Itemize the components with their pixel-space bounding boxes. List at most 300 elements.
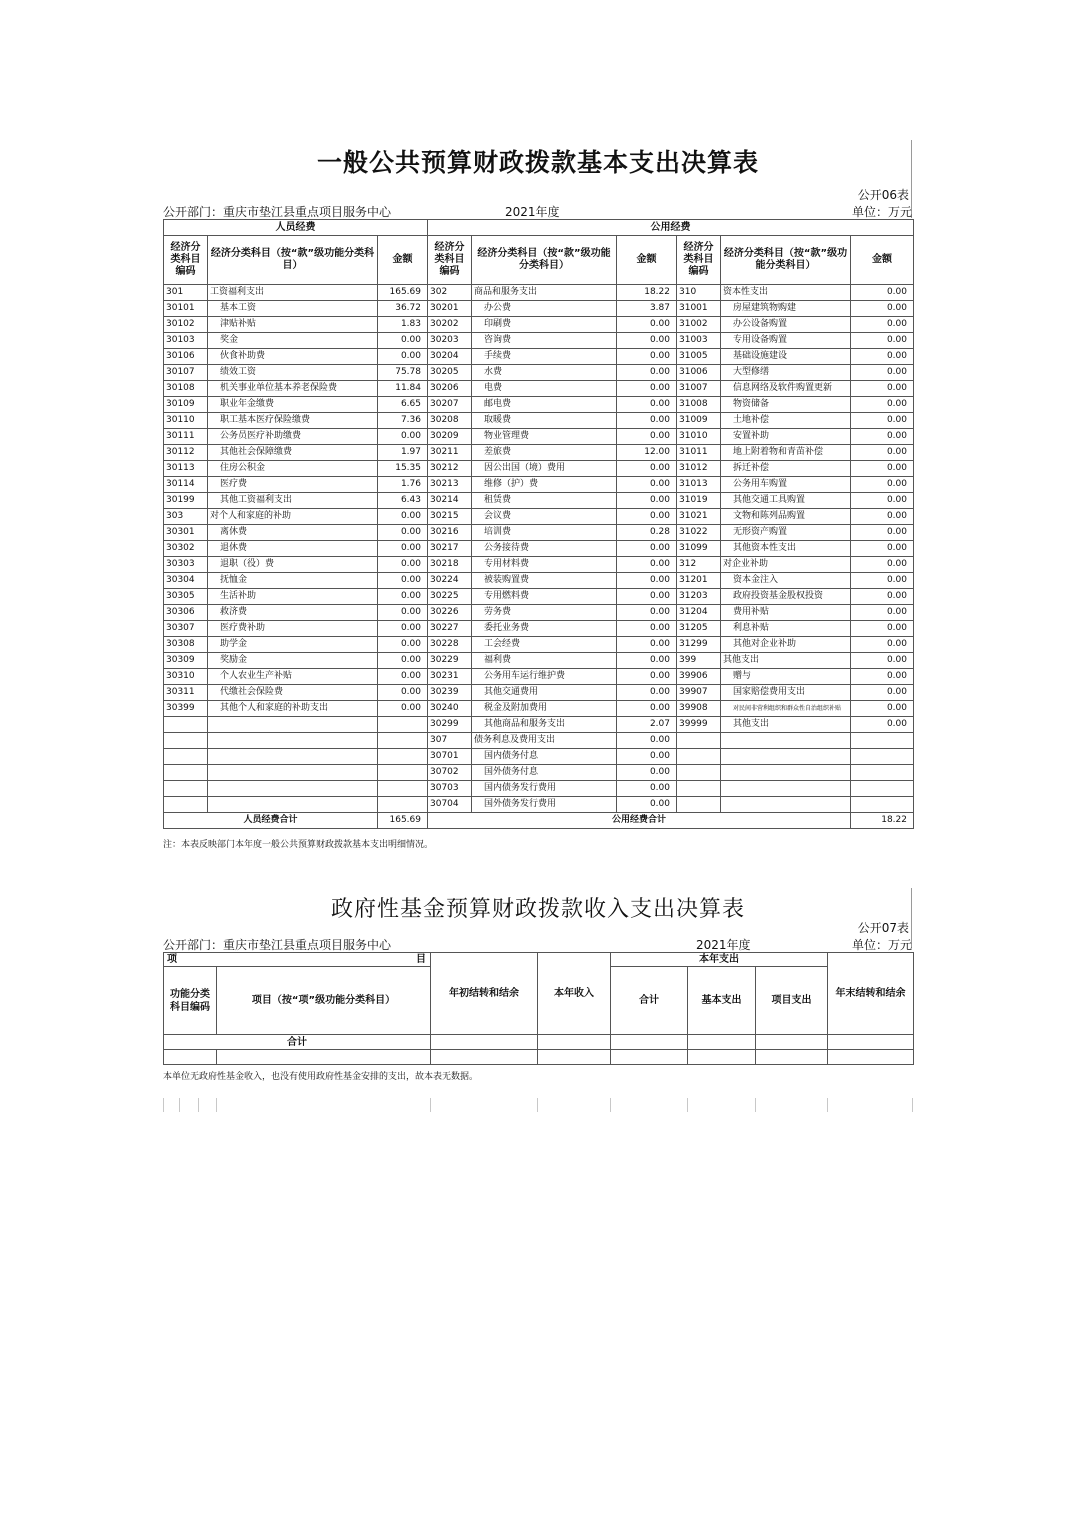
cell-amount: 0.00 — [851, 717, 914, 733]
cell-code: 30702 — [428, 765, 472, 781]
col-header-item: 经济分类科目（按“款”级功能分类科目） — [208, 236, 378, 285]
cell-code: 30309 — [164, 653, 208, 669]
total-personnel-label: 人员经费合计 — [164, 813, 378, 829]
cell-item: 政府投资基金股权投资 — [721, 589, 851, 605]
cell-code: 30311 — [164, 685, 208, 701]
table-row — [164, 749, 914, 765]
grid-tick — [827, 1098, 828, 1112]
cell-item: 电费 — [472, 381, 617, 397]
grid-tick — [610, 1098, 611, 1112]
cell-amount: 0.00 — [851, 669, 914, 685]
col-end-balance: 年末结转和结余 — [828, 953, 914, 1035]
cell-amount: 0.00 — [378, 605, 428, 621]
col-income: 本年收入 — [538, 953, 611, 1035]
cell-code: 30114 — [164, 477, 208, 493]
empty-cell — [538, 1050, 611, 1065]
cell-amount: 0.00 — [851, 317, 914, 333]
table-row — [164, 333, 914, 349]
cell-item: 国外债务付息 — [472, 765, 617, 781]
cell-code: 30217 — [428, 541, 472, 557]
totals-row — [164, 813, 914, 829]
cell-code: 31012 — [677, 461, 721, 477]
table-row — [164, 349, 914, 365]
cell-code: 303 — [164, 509, 208, 525]
cell-code: 30208 — [428, 413, 472, 429]
cell-code: 30211 — [428, 445, 472, 461]
table-row — [164, 605, 914, 621]
cell-item: 咨询费 — [472, 333, 617, 349]
table-row — [164, 285, 914, 301]
cell-amount: 18.22 — [617, 285, 677, 301]
table-row — [164, 525, 914, 541]
cell-item: 生活补助 — [208, 589, 378, 605]
total-personnel-value: 165.69 — [378, 813, 428, 829]
cell-item: 取暖费 — [472, 413, 617, 429]
cell-code: 30701 — [428, 749, 472, 765]
table2-code: 公开07表 — [857, 921, 909, 935]
empty-cell — [851, 781, 914, 797]
cell-item: 对企业补助 — [721, 557, 851, 573]
cell-item: 土地补偿 — [721, 413, 851, 429]
cell-code: 39907 — [677, 685, 721, 701]
cell-amount: 0.00 — [851, 685, 914, 701]
cell-code: 31021 — [677, 509, 721, 525]
cell-code: 30113 — [164, 461, 208, 477]
cell-item: 费用补贴 — [721, 605, 851, 621]
cell-item: 专用设备购置 — [721, 333, 851, 349]
table-row — [164, 573, 914, 589]
cell-code: 30231 — [428, 669, 472, 685]
cell-amount: 0.00 — [617, 477, 677, 493]
cell-code: 31299 — [677, 637, 721, 653]
table2-title: 政府性基金预算财政拨款收入支出决算表 — [330, 897, 745, 922]
cell-item: 因公出国（境）费用 — [472, 461, 617, 477]
cell-amount: 0.00 — [851, 525, 914, 541]
cell-code: 30306 — [164, 605, 208, 621]
cell-code: 301 — [164, 285, 208, 301]
cell-amount: 0.00 — [617, 605, 677, 621]
cell-item: 大型修缮 — [721, 365, 851, 381]
cell-amount: 0.00 — [617, 413, 677, 429]
cell-amount: 75.78 — [378, 365, 428, 381]
cell-code: 30199 — [164, 493, 208, 509]
cell-amount: 165.69 — [378, 285, 428, 301]
cell-item: 工会经费 — [472, 637, 617, 653]
cell-item: 公务用车购置 — [721, 477, 851, 493]
empty-cell — [164, 797, 208, 813]
col-item: 项目（按“项”级功能分类科目） — [217, 967, 431, 1035]
cell-amount: 1.76 — [378, 477, 428, 493]
cell-item: 伙食补助费 — [208, 349, 378, 365]
cell-amount: 0.00 — [378, 333, 428, 349]
cell-item: 利息补贴 — [721, 621, 851, 637]
cell-code: 31001 — [677, 301, 721, 317]
cell-code: 30209 — [428, 429, 472, 445]
empty-cell — [677, 797, 721, 813]
cell-amount: 0.00 — [617, 365, 677, 381]
cell-item: 专用燃料费 — [472, 589, 617, 605]
cell-item: 资本性支出 — [721, 285, 851, 301]
cell-amount: 0.00 — [851, 429, 914, 445]
cell-code: 30226 — [428, 605, 472, 621]
empty-cell — [538, 1035, 611, 1050]
table-row — [164, 669, 914, 685]
cell-item: 印刷费 — [472, 317, 617, 333]
cell-item: 其他交通费用 — [472, 685, 617, 701]
grid-tick — [179, 1098, 180, 1112]
empty-cell — [851, 733, 914, 749]
table-row — [164, 733, 914, 749]
cell-code: 30212 — [428, 461, 472, 477]
cell-amount: 2.07 — [617, 717, 677, 733]
empty-cell — [828, 1035, 914, 1050]
grid-tick — [430, 1098, 431, 1112]
cell-item: 被装购置费 — [472, 573, 617, 589]
empty-cell — [431, 1035, 538, 1050]
cell-code: 31204 — [677, 605, 721, 621]
total-label: 合计 — [164, 1035, 431, 1050]
table-row — [164, 557, 914, 573]
cell-item: 职工基本医疗保险缴费 — [208, 413, 378, 429]
cell-code: 307 — [428, 733, 472, 749]
empty-cell — [431, 1050, 538, 1065]
cell-amount: 0.00 — [851, 381, 914, 397]
cell-item: 租赁费 — [472, 493, 617, 509]
cell-code: 30218 — [428, 557, 472, 573]
table-row — [164, 509, 914, 525]
cell-amount: 0.00 — [851, 397, 914, 413]
cell-item: 国内债务发行费用 — [472, 781, 617, 797]
cell-code: 31019 — [677, 493, 721, 509]
empty-cell — [378, 733, 428, 749]
cell-item: 房屋建筑物购建 — [721, 301, 851, 317]
empty-cell — [828, 1050, 914, 1065]
cell-amount: 0.00 — [378, 637, 428, 653]
cell-code: 30108 — [164, 381, 208, 397]
cell-item: 助学金 — [208, 637, 378, 653]
empty-cell — [164, 749, 208, 765]
cell-item: 其他商品和服务支出 — [472, 717, 617, 733]
col-header-amount: 金额 — [617, 236, 677, 285]
cell-code: 31011 — [677, 445, 721, 461]
cell-amount: 0.00 — [617, 461, 677, 477]
cell-amount: 0.00 — [851, 589, 914, 605]
cell-amount: 0.00 — [851, 637, 914, 653]
cell-item: 税金及附加费用 — [472, 701, 617, 717]
cell-amount: 36.72 — [378, 301, 428, 317]
cell-amount: 0.00 — [851, 493, 914, 509]
cell-item: 拆迁补偿 — [721, 461, 851, 477]
table-row — [164, 589, 914, 605]
cell-item: 其他支出 — [721, 653, 851, 669]
empty-cell — [611, 1035, 688, 1050]
cell-item: 工资福利支出 — [208, 285, 378, 301]
table1-code: 公开06表 — [857, 188, 909, 202]
cell-item: 邮电费 — [472, 397, 617, 413]
cell-item: 基本工资 — [208, 301, 378, 317]
empty-cell — [164, 1050, 217, 1065]
cell-amount: 0.28 — [617, 525, 677, 541]
cell-amount: 1.83 — [378, 317, 428, 333]
cell-code: 30303 — [164, 557, 208, 573]
cell-amount: 0.00 — [378, 669, 428, 685]
empty-cell — [164, 717, 208, 733]
cell-code: 31013 — [677, 477, 721, 493]
cell-item: 培训费 — [472, 525, 617, 541]
col-header-code: 经济分类科目编码 — [677, 236, 721, 285]
cell-code: 302 — [428, 285, 472, 301]
cell-amount: 0.00 — [378, 701, 428, 717]
table1-year: 2021年度 — [505, 205, 560, 219]
cell-code: 30203 — [428, 333, 472, 349]
cell-code: 312 — [677, 557, 721, 573]
table-row — [164, 781, 914, 797]
cell-item: 津贴补贴 — [208, 317, 378, 333]
cell-code: 30302 — [164, 541, 208, 557]
cell-code: 30308 — [164, 637, 208, 653]
cell-amount: 0.00 — [851, 365, 914, 381]
cell-code: 30228 — [428, 637, 472, 653]
col-header-code: 经济分类科目编码 — [428, 236, 472, 285]
cell-item: 基础设施建设 — [721, 349, 851, 365]
cell-item: 维修（护）费 — [472, 477, 617, 493]
cell-code: 30201 — [428, 301, 472, 317]
cell-item: 劳务费 — [472, 605, 617, 621]
table2-department: 公开部门：重庆市垫江县重点项目服务中心 — [163, 938, 392, 952]
cell-item: 退休费 — [208, 541, 378, 557]
empty-cell — [677, 765, 721, 781]
cell-code: 30307 — [164, 621, 208, 637]
cell-amount: 0.00 — [617, 317, 677, 333]
cell-amount: 11.84 — [378, 381, 428, 397]
cell-amount: 0.00 — [617, 349, 677, 365]
cell-code: 31099 — [677, 541, 721, 557]
cell-amount: 0.00 — [378, 349, 428, 365]
cell-code: 31203 — [677, 589, 721, 605]
cell-amount: 0.00 — [851, 413, 914, 429]
cell-item: 文物和陈列品购置 — [721, 509, 851, 525]
empty-cell — [688, 1050, 756, 1065]
cell-code: 30214 — [428, 493, 472, 509]
table-row — [164, 461, 914, 477]
cell-code: 30304 — [164, 573, 208, 589]
cell-item: 公务员医疗补助缴费 — [208, 429, 378, 445]
empty-cell — [721, 797, 851, 813]
cell-code: 30224 — [428, 573, 472, 589]
table1-title: 一般公共预算财政拨款基本支出决算表 — [316, 148, 759, 177]
empty-cell — [217, 1050, 431, 1065]
cell-code: 30216 — [428, 525, 472, 541]
cell-code: 30703 — [428, 781, 472, 797]
col-header-code: 经济分类科目编码 — [164, 236, 208, 285]
cell-item: 国家赔偿费用支出 — [721, 685, 851, 701]
cell-code: 310 — [677, 285, 721, 301]
table-row — [164, 365, 914, 381]
cell-amount: 0.00 — [617, 509, 677, 525]
empty-cell — [378, 797, 428, 813]
cell-code: 30301 — [164, 525, 208, 541]
grid-tick — [163, 1098, 164, 1112]
grid-tick — [687, 1098, 688, 1112]
cell-amount: 0.00 — [617, 429, 677, 445]
table2-note: 本单位无政府性基金收入，也没有使用政府性基金安排的支出，故本表无数据。 — [163, 1072, 479, 1082]
cell-code: 31005 — [677, 349, 721, 365]
cell-code: 30204 — [428, 349, 472, 365]
cell-item: 其他工资福利支出 — [208, 493, 378, 509]
cell-amount: 0.00 — [851, 445, 914, 461]
cell-code: 30305 — [164, 589, 208, 605]
cell-amount: 0.00 — [851, 509, 914, 525]
grid-tick — [912, 1098, 913, 1112]
table-row — [164, 381, 914, 397]
grid-tick — [537, 1098, 538, 1112]
cell-code: 30207 — [428, 397, 472, 413]
cell-code: 30205 — [428, 365, 472, 381]
cell-code: 30239 — [428, 685, 472, 701]
cell-code: 30310 — [164, 669, 208, 685]
cell-code: 39999 — [677, 717, 721, 733]
cell-item: 离休费 — [208, 525, 378, 541]
cell-amount: 0.00 — [378, 589, 428, 605]
table-row — [164, 541, 914, 557]
cell-item: 物业管理费 — [472, 429, 617, 445]
cell-amount: 6.43 — [378, 493, 428, 509]
cell-amount: 0.00 — [851, 557, 914, 573]
cell-amount: 0.00 — [617, 653, 677, 669]
cell-code: 31003 — [677, 333, 721, 349]
cell-code: 30202 — [428, 317, 472, 333]
cell-code: 30704 — [428, 797, 472, 813]
empty-cell — [756, 1035, 828, 1050]
cell-item: 其他交通工具购置 — [721, 493, 851, 509]
cell-item: 个人农业生产补贴 — [208, 669, 378, 685]
cell-code: 30229 — [428, 653, 472, 669]
cell-code: 30215 — [428, 509, 472, 525]
cell-code: 399 — [677, 653, 721, 669]
cell-amount: 0.00 — [851, 349, 914, 365]
empty-cell — [851, 749, 914, 765]
empty-cell — [721, 781, 851, 797]
table2-unit: 单位：万元 — [851, 938, 912, 952]
cell-item: 退职（役）费 — [208, 557, 378, 573]
cell-item: 机关事业单位基本养老保险费 — [208, 381, 378, 397]
cell-item: 差旅费 — [472, 445, 617, 461]
cell-amount: 0.00 — [851, 621, 914, 637]
cell-item: 资本金注入 — [721, 573, 851, 589]
table-row — [164, 317, 914, 333]
table1-department: 公开部门：重庆市垫江县重点项目服务中心 — [163, 205, 392, 219]
cell-amount: 0.00 — [617, 765, 677, 781]
cell-item: 救济费 — [208, 605, 378, 621]
empty-cell — [208, 781, 378, 797]
cell-item: 福利费 — [472, 653, 617, 669]
cell-code: 30106 — [164, 349, 208, 365]
cell-item: 奖金 — [208, 333, 378, 349]
cell-item: 其他个人和家庭的补助支出 — [208, 701, 378, 717]
cell-amount: 0.00 — [617, 573, 677, 589]
faint-grid-remnant — [163, 1098, 913, 1112]
table-row — [164, 477, 914, 493]
cell-item: 抚恤金 — [208, 573, 378, 589]
cell-code: 30213 — [428, 477, 472, 493]
cell-amount: 0.00 — [617, 397, 677, 413]
col-basic: 基本支出 — [688, 967, 756, 1035]
table-row — [164, 637, 914, 653]
cell-amount: 1.97 — [378, 445, 428, 461]
cell-item: 公务用车运行维护费 — [472, 669, 617, 685]
empty-cell — [208, 733, 378, 749]
basic-expenditure-table — [163, 219, 914, 829]
cell-code: 31022 — [677, 525, 721, 541]
header-mu: 目 — [416, 954, 426, 965]
cell-code: 31007 — [677, 381, 721, 397]
cell-item: 债务利息及费用支出 — [472, 733, 617, 749]
table-row — [164, 685, 914, 701]
cell-amount: 3.87 — [617, 301, 677, 317]
group-header-public: 公用经费 — [428, 220, 914, 236]
cell-item: 赠与 — [721, 669, 851, 685]
cell-amount: 0.00 — [851, 461, 914, 477]
cell-code: 39908 — [677, 701, 721, 717]
cell-amount: 0.00 — [851, 653, 914, 669]
cell-code: 30109 — [164, 397, 208, 413]
table-row — [164, 621, 914, 637]
cell-amount: 15.35 — [378, 461, 428, 477]
cell-item: 国外债务发行费用 — [472, 797, 617, 813]
cell-amount: 0.00 — [617, 541, 677, 557]
cell-item: 其他社会保障缴费 — [208, 445, 378, 461]
cell-code: 30110 — [164, 413, 208, 429]
cell-code: 31002 — [677, 317, 721, 333]
cell-amount: 0.00 — [851, 573, 914, 589]
cell-item: 对个人和家庭的补助 — [208, 509, 378, 525]
cell-amount: 0.00 — [617, 685, 677, 701]
cell-amount: 0.00 — [617, 797, 677, 813]
table-row — [164, 429, 914, 445]
cell-item: 委托业务费 — [472, 621, 617, 637]
table-row — [164, 653, 914, 669]
cell-amount: 0.00 — [851, 541, 914, 557]
total-public-value: 18.22 — [851, 813, 914, 829]
cell-item: 办公费 — [472, 301, 617, 317]
empty-cell — [677, 733, 721, 749]
cell-amount: 12.00 — [617, 445, 677, 461]
group-header-personnel: 人员经费 — [164, 220, 428, 236]
cell-amount: 0.00 — [851, 285, 914, 301]
cell-code: 30102 — [164, 317, 208, 333]
cell-item: 绩效工资 — [208, 365, 378, 381]
header-xiang-mu — [164, 953, 431, 967]
cell-item: 其他对企业补助 — [721, 637, 851, 653]
cell-code: 31006 — [677, 365, 721, 381]
empty-cell — [378, 717, 428, 733]
cell-amount: 7.36 — [378, 413, 428, 429]
cell-item: 无形资产购置 — [721, 525, 851, 541]
cell-amount: 0.00 — [617, 493, 677, 509]
cell-amount: 0.00 — [617, 381, 677, 397]
empty-cell — [756, 1050, 828, 1065]
cell-code: 30101 — [164, 301, 208, 317]
empty-cell — [721, 733, 851, 749]
cell-item: 住房公积金 — [208, 461, 378, 477]
cell-amount: 0.00 — [378, 685, 428, 701]
table-row — [164, 301, 914, 317]
cell-amount: 0.00 — [617, 621, 677, 637]
cell-item: 安置补助 — [721, 429, 851, 445]
empty-cell — [164, 765, 208, 781]
table-row — [164, 397, 914, 413]
cell-code: 30107 — [164, 365, 208, 381]
